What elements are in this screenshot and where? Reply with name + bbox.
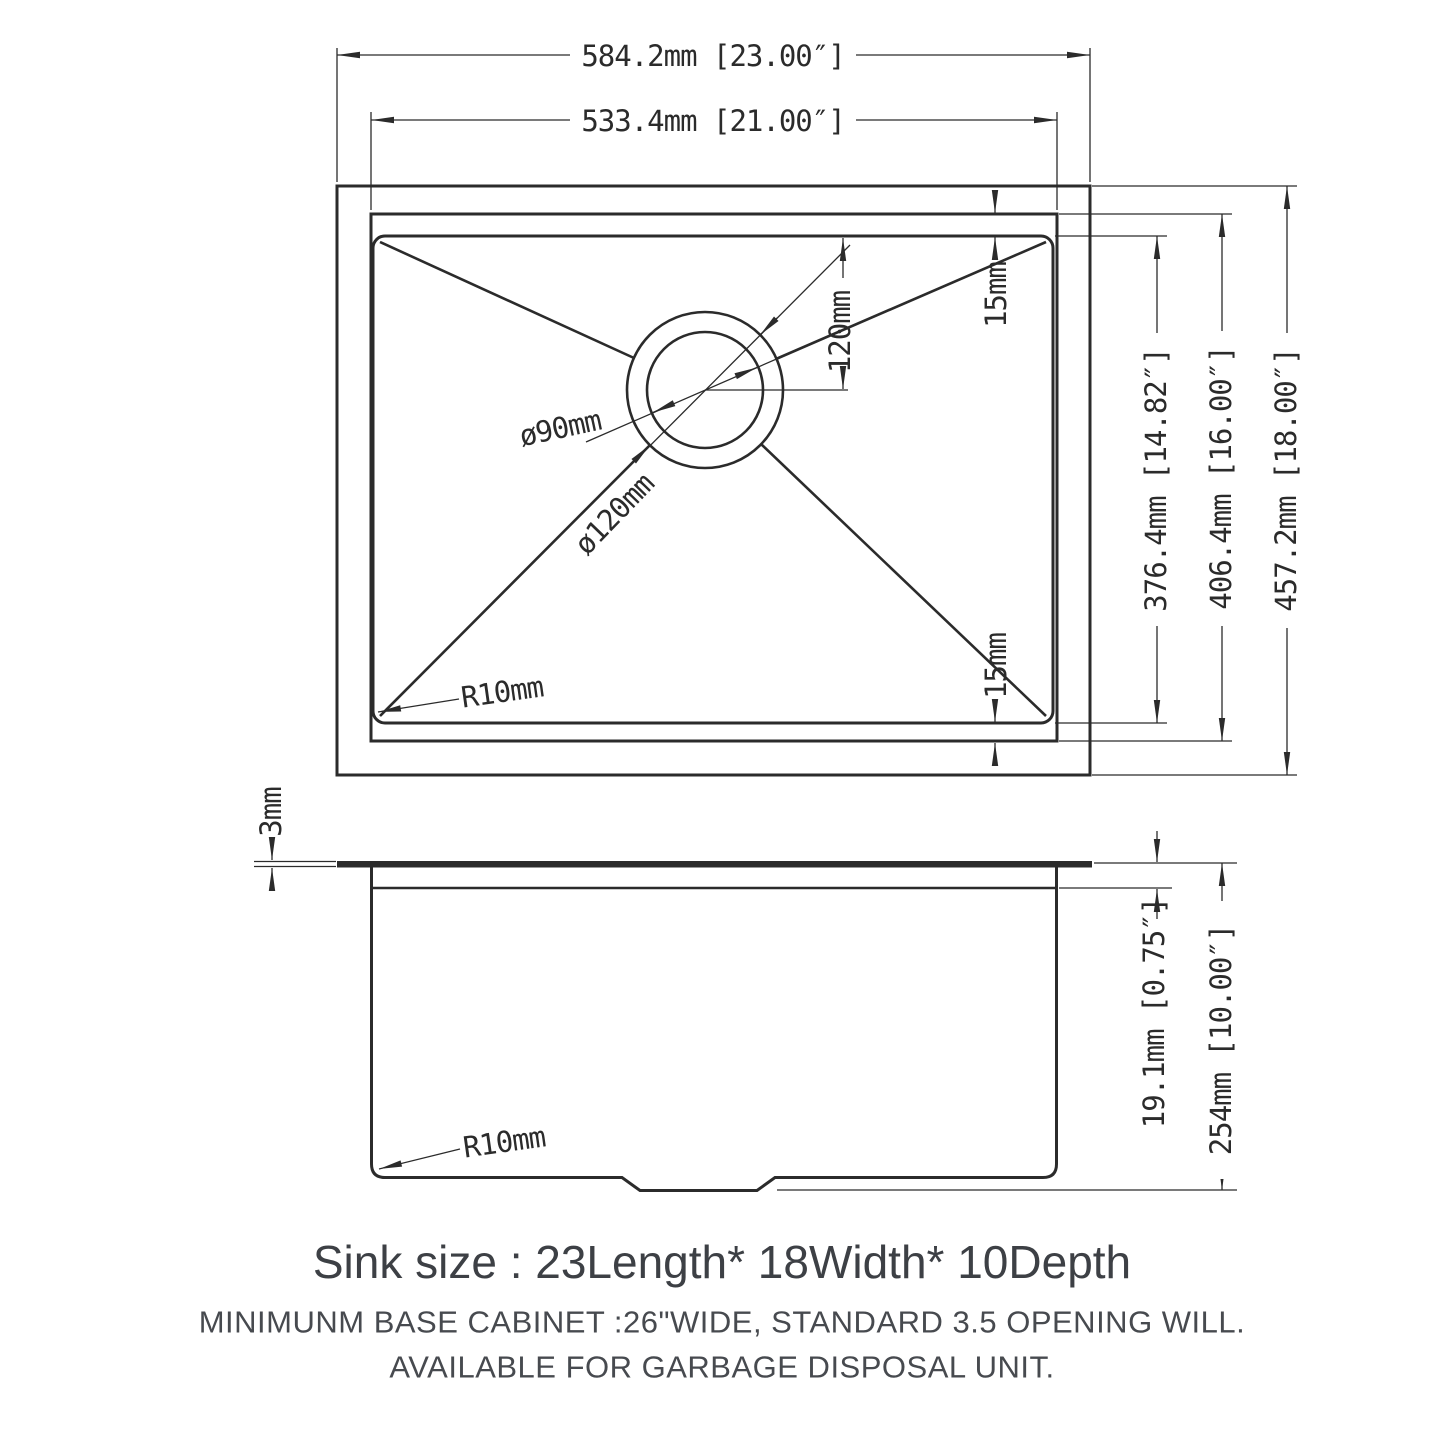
drain-dia120-line [581, 245, 850, 515]
dim-top-gap: 15mm [979, 262, 1013, 328]
dim-corner-radius-top: R10mm [458, 669, 546, 715]
dim-drain-inner-dia: ø90mm [516, 402, 604, 454]
dim-corner-radius-side: R10mm [460, 1119, 548, 1165]
drain-dia90-line [586, 327, 850, 442]
crease-top-left [380, 242, 634, 358]
deck-flange [337, 861, 1092, 868]
dim-bowl-length: 406.4mm [16.00″] [1204, 346, 1238, 610]
dim-bottom-length: 376.4mm [14.82″] [1139, 348, 1173, 612]
bowl-top-edge [371, 214, 1057, 741]
dim-overall-depth: 254mm [10.00″] [1204, 924, 1238, 1156]
dim-deck-thickness: 3mm [254, 787, 288, 837]
top-view [337, 37, 1306, 775]
caption-line1: MINIMUNM BASE CABINET :26"WIDE, STANDARD 3.5 OPENING WILL. [198, 1304, 1246, 1340]
dim-drain-outer-dia: ø120mm [567, 466, 661, 562]
dim-rim-height: 19.1mm [0.75″] [1137, 897, 1171, 1129]
caption-block [199, 1236, 1246, 1385]
dim-bottom-gap: 15mm [979, 633, 1013, 699]
side-view [254, 787, 1241, 1191]
caption-title: Sink size : 23Length* 18Width* 10Depth [312, 1236, 1132, 1288]
bowl-bottom-edge [373, 236, 1053, 723]
dim-overall-width: 584.2mm [23.00″] [581, 39, 845, 73]
caption-line2: AVAILABLE FOR GARBAGE DISPOSAL UNIT. [389, 1349, 1055, 1385]
dim-bowl-width: 533.4mm [21.00″] [581, 104, 845, 138]
dim-drain-offset: 120mm [823, 290, 857, 374]
dim-overall-length: 457.2mm [18.00″] [1269, 348, 1303, 612]
